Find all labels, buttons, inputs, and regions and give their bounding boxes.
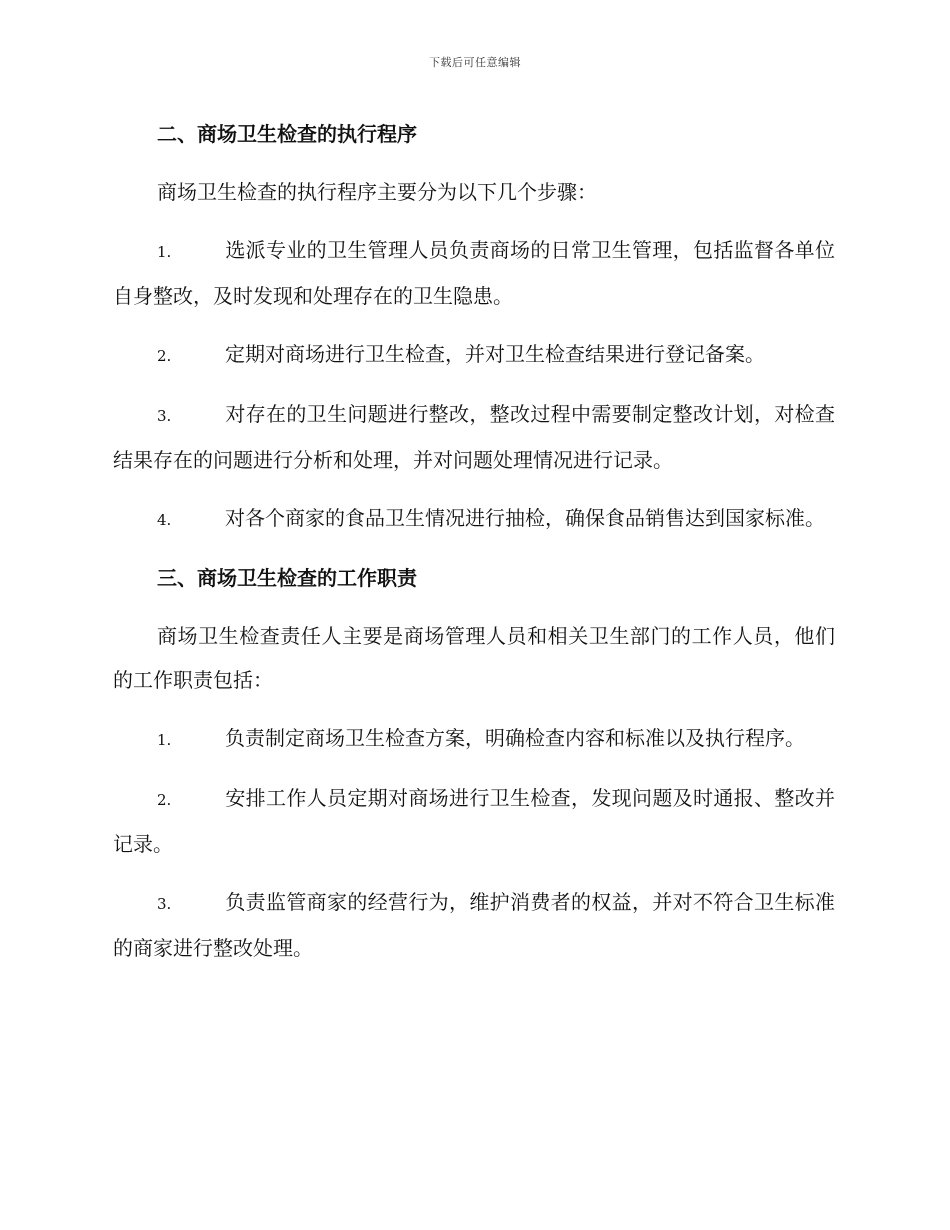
list-item-number: 1.: [157, 243, 172, 261]
section-intro: 商场卫生检查的执行程序主要分为以下几个步骤：: [157, 180, 597, 204]
section-heading: 二、商场卫生检查的执行程序: [157, 122, 417, 146]
document-body: [113, 112, 835, 984]
section-intro: 商场卫生检查责任人主要是商场管理人员和相关卫生部门的工作人员，他们的工作职责包括：: [113, 624, 835, 692]
list-item: [113, 332, 835, 378]
list-item: [113, 392, 835, 482]
header-note: 下载后可任意编辑: [429, 56, 521, 69]
list-item-number: 3.: [157, 407, 172, 425]
list-item-number: 2.: [157, 791, 172, 809]
list-item-number: 3.: [157, 895, 172, 913]
section-heading: 三、商场卫生检查的工作职责: [157, 566, 417, 590]
list-item-text: 对存在的卫生问题进行整改，整改过程中需要制定整改计划，对检查结果存在的问题进行分析和处理，并对问题处理情况进行记录。: [113, 402, 835, 472]
list-item-number: 1.: [157, 731, 172, 749]
list-item: [113, 716, 835, 762]
list-item: [113, 228, 835, 318]
list-item-text: 选派专业的卫生管理人员负责商场的日常卫生管理，包括监督各单位自身整改，及时发现和处理存在的卫生隐患。: [113, 238, 835, 308]
list-item-number: 4.: [157, 511, 172, 529]
list-item: [113, 776, 835, 866]
list-item-text: 负责监管商家的经营行为，维护消费者的权益，并对不符合卫生标准的商家进行整改处理。: [113, 890, 835, 960]
list-item-text: 定期对商场进行卫生检查，并对卫生检查结果进行登记备案。: [225, 342, 765, 366]
list-item-text: 安排工作人员定期对商场进行卫生检查，发现问题及时通报、整改并记录。: [113, 786, 835, 856]
list-item: [113, 496, 835, 542]
list-item-number: 2.: [157, 347, 172, 365]
section-job-responsibilities: [113, 556, 835, 970]
list-item: [113, 880, 835, 970]
list-item-text: 负责制定商场卫生检查方案，明确检查内容和标准以及执行程序。: [225, 726, 805, 750]
section-execution-procedure: [113, 112, 835, 542]
list-item-text: 对各个商家的食品卫生情况进行抽检，确保食品销售达到国家标准。: [225, 506, 825, 530]
